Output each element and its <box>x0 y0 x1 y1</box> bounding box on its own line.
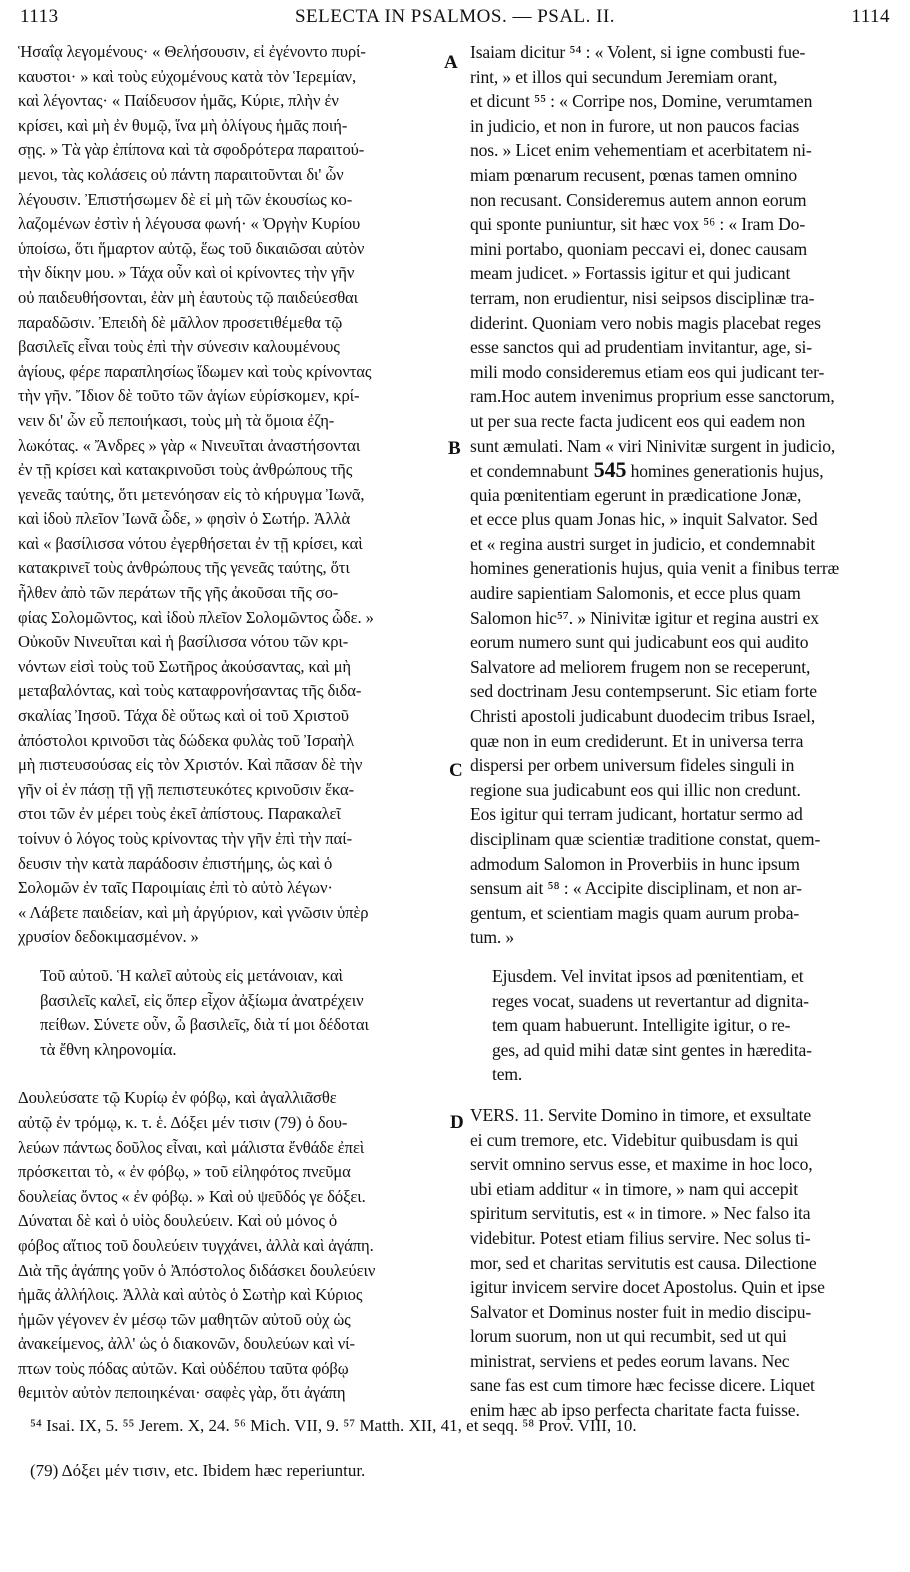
text-line: diderint. Quoniam vero nobis magis placebat reges <box>470 312 821 333</box>
text-line: Τοῦ αὐτοῦ. Ἡ καλεῖ αὐτοὺς εἰς μετάνοιαν, καὶ <box>40 965 343 985</box>
text-line: τὴν γῆν. Ἴδιον δὲ τοῦτο τῶν ἁγίων εὑρίσκομεν, κρί- <box>18 386 360 406</box>
text-line: πείθων. Σύνετε οὖν, ὦ βασιλεῖς, διὰ τί μοι δέδοται <box>40 1015 369 1035</box>
text-line: mor, sed et charitas servitutis est causa. Dilectione <box>470 1252 817 1273</box>
text-line: servit omnino servus esse, et maxime in hoc loco, <box>470 1154 813 1175</box>
text-line: τοίνυν ὁ λόγος τοὺς κρίνοντας τὴν γῆν ἐπὶ τὴν παί- <box>18 829 353 848</box>
text-line: νόντων εἰσὶ τοὺς τοῦ Σωτῆρος ἀκούσαντας, καὶ μὴ <box>18 656 351 676</box>
text-line: et « regina austri surget in judicio, et condemnabit <box>470 533 816 554</box>
footnote-references: ⁵⁴ Isai. IX, 5. ⁵⁵ Jerem. X, 24. ⁵⁶ Mich. VII, 9. ⁵⁷ Matth. XII, 41, et seqq. ⁵⁸ Prov. VIII, 10. <box>30 1416 637 1435</box>
text-line: Ejusdem. Vel invitat ipsos ad pœnitentiam, et <box>492 965 804 986</box>
footnote-79: (79) Δόξει μέν τισιν, etc. Ibidem hæc reperiuntur. <box>30 1461 366 1480</box>
text-line: quia pœnitentiam egerunt in prædicatione Jonæ, <box>470 484 802 505</box>
text-line: lorum suorum, non ut qui recumbit, sed ut qui <box>470 1326 787 1347</box>
text-line: tem quam habuerunt. Intelligite igitur, o re- <box>492 1015 791 1036</box>
text-line: ei cum tremore, etc. Videbitur quibusdam is qui <box>470 1129 799 1150</box>
text-line: mili modo consideremus etiam eos qui judicant ter- <box>470 361 825 382</box>
text-line: rint, » et illos qui secundum Jeremiam orant, <box>470 66 778 87</box>
latin-paragraph-2 <box>470 964 894 1087</box>
line-lead: et condemnabunt <box>470 461 589 482</box>
text-line: dispersi per orbem universum fideles singuli in <box>470 755 795 776</box>
text-line: mini portabo, quoniam peccavi ei, donec causam <box>470 238 808 259</box>
text-line: homines generationis hujus, quia venit a finibus terræ <box>470 558 840 579</box>
text-line: σῃς. » Τὰ γὰρ ἐπίπονα καὶ τὰ σφοδρότερα παραιτού- <box>18 140 365 160</box>
text-line: sane fas est cum timore hæc fecisse dicere. Liquet <box>470 1375 815 1396</box>
text-line: ἀπόστολοι κρινοῦσι τὰς δώδεκα φυλὰς τοῦ Ἰσραὴλ <box>18 730 355 750</box>
text-line: Ἡσαΐᾳ λεγομένους· « Θελήσουσιν, εἰ ἐγένοντο πυρί- <box>18 42 366 61</box>
text-line: γενεᾶς ταύτης, ὅτι μετενόησαν εἰς τὸ κήρυγμα Ἰωνᾶ, <box>18 484 365 504</box>
text-line: παραδῶσιν. Ἐπειδὴ δὲ μᾶλλον προσετιθέμεθα τῷ <box>18 312 343 332</box>
text-line: γῆν οἱ ἐν πάσῃ τῇ γῇ πεπιστευκότες κρινοῦσιν ἕκα- <box>18 779 355 799</box>
text-line: φίας Σολομῶντος, καὶ ἰδοὺ πλεῖον Σολομῶντος ὧδε. » <box>18 607 374 627</box>
right-page-number: 1114 <box>851 6 890 27</box>
text-line: πτων τοὺς πόδας αὐτῶν. Καὶ οὐδέπου ταῦτα φόβῳ <box>18 1358 349 1378</box>
text-line: tum. » <box>470 927 515 948</box>
text-line: nos. » Licet enim vehementiam et acerbitatem ni- <box>470 140 812 161</box>
running-title: SELECTA IN PSALMOS. — PSAL. II. <box>294 6 616 27</box>
text-line: miam pœnarum recusent, pœnas tamen omnino <box>470 164 798 185</box>
text-line: Isaiam dicitur ⁵⁴ : « Volent, si igne combusti fue- <box>470 42 806 62</box>
text-line: μεταβαλόντας, καὶ τοὺς καταφρονήσαντας τῆς διδα- <box>18 681 362 701</box>
text-line: tem. <box>492 1064 523 1085</box>
text-line: gentum, et scientiam magis quam aurum proba- <box>470 902 800 923</box>
text-line: Δουλεύσατε τῷ Κυρίῳ ἐν φόβῳ, καὶ ἀγαλλιᾶσθε <box>18 1088 337 1108</box>
text-line: sunt æmulati. Nam « viri Ninivitæ surgent in judicio, <box>470 435 836 456</box>
text-line: οὐ παιδευθήσονται, ἐὰν μὴ ἑαυτοὺς τῷ παιδεύεσθαι <box>18 287 359 307</box>
text-line: ἁγίους, φέρε παραπλησίως ἴδωμεν καὶ τοὺς κρίνοντας <box>18 361 372 381</box>
left-page-number: 1113 <box>20 6 59 27</box>
text-line: spiritum servitutis, est « in timore. » Nec falso ita <box>470 1203 811 1224</box>
text-line <box>470 458 894 483</box>
margin-letter-c: C <box>449 760 463 781</box>
text-line: τὴν δίκην μου. » Τάχα οὖν καὶ οἱ κρίνοντες τὴν γῆν <box>18 263 355 283</box>
greek-paragraph-3 <box>18 1086 452 1406</box>
text-line: Salvatore ad meliorem frugem non se receperunt, <box>470 656 811 677</box>
text-line: ut per sua recte facta judicent eos qui eadem non <box>470 410 806 431</box>
text-line: ὑποίσω, ὅτι ἥμαρτον αὐτῷ, ἕως τοῦ δικαιῶσαι αὐτὸν <box>18 238 365 258</box>
text-line: ges, ad quid mihi datæ sint gentes in hæredita- <box>492 1039 812 1060</box>
latin-paragraph-3 <box>470 1103 894 1423</box>
text-line: στοι τῶν ἐν μέρει τοὺς ἐκεῖ ἀπίστους. Παρακαλεῖ <box>18 804 341 824</box>
text-line: ram.Hoc autem invenimus proprium esse sanctorum, <box>470 386 835 407</box>
text-line: meam judicet. » Fortassis igitur et qui judicant <box>470 263 791 284</box>
text-line: disciplinam quæ scientiæ traditione constat, quem- <box>470 829 821 849</box>
greek-column <box>18 40 452 1406</box>
text-line: ministrat, serviens et pedes eorum lavans. Nec <box>470 1350 790 1371</box>
text-line: in judicio, et non in furore, ut non paucos facias <box>470 115 800 136</box>
greek-paragraph-1 <box>18 40 452 950</box>
text-line: enim hæc ab ipso perfecta charitate facta fuisse. <box>470 1400 800 1421</box>
text-line: Eos igitur qui terram judicant, hortatur sermo ad <box>470 804 803 825</box>
text-line: ἐν τῇ κρίσει καὶ κατακρινοῦσι τοὺς ἀνθρώπους τῆς <box>18 460 353 480</box>
text-line: ἀνακείμενος, ἀλλ' ὡς ὁ διακονῶν, δουλεύων καὶ νί- <box>18 1334 355 1354</box>
text-line: et dicunt ⁵⁵ : « Corripe nos, Domine, verumtamen <box>470 91 813 112</box>
text-line: μὴ πιστευσούσας εἰς τὸν Χριστόν. Καὶ πᾶσαν δὲ τὴν <box>18 755 363 775</box>
text-line: Σολομῶν ἐν ταῖς Παροιμίαις ἐπὶ τὸ αὐτὸ λέγων· <box>18 878 333 898</box>
text-line: λαζομένων ἐστὶν ἡ λέγουσα φωνή· « Ὀργὴν Κυρίου <box>18 214 361 234</box>
text-line: ἦλθεν ἀπὸ τῶν περάτων τῆς γῆς ἀκοῦσαι τῆς σο- <box>18 583 339 603</box>
text-line: αὐτῷ ἐν τρόμῳ, κ. τ. ἑ. Δόξει μέν τισιν (79) ὁ δου- <box>18 1112 348 1132</box>
text-line: σκαλίας Ἰησοῦ. Τάχα δὲ οὕτως καὶ οἱ τοῦ Χριστοῦ <box>18 706 349 726</box>
text-line: κατακρινεῖ τοὺς ἀνθρώπους τῆς γενεᾶς ταύτης, ὅτι <box>18 558 350 578</box>
text-line: terram, non erudientur, nisi seipsos disciplinæ tra- <box>470 287 815 308</box>
text-line: θεμιτὸν αὐτὸν πεποιηκέναι· σαφὲς γὰρ, ὅτι ἀγάπη <box>18 1383 346 1403</box>
text-line: « Λάβετε παιδείαν, καὶ μὴ ἀργύριον, καὶ γνῶσιν ὑπὲρ <box>18 902 369 922</box>
text-line: Διὰ τῆς ἀγάπης γοῦν ὁ Ἀπόστολος διδάσκει δουλεύειν <box>18 1260 376 1280</box>
text-line: Salomon hic⁵⁷. » Ninivitæ igitur et regina austri ex <box>470 607 819 628</box>
text-line: νειν δι' ὧν εὖ πεποιήκασι, τοὺς μὴ τὰ ὅμοια ἐζη- <box>18 410 335 430</box>
text-line: ubi etiam additur « in timore, » nam qui accepit <box>470 1178 798 1199</box>
text-line: καὶ « βασίλισσα νότου ἐγερθήσεται ἐν τῇ κρίσει, καὶ <box>18 533 363 553</box>
text-line: igitur invicem servire docet Apostolus. Quin et ipse <box>470 1277 825 1298</box>
text-line: λωκότας. « Ἄνδρες » γὰρ « Νινευῖται ἀναστήσονται <box>18 435 361 455</box>
text-line: eorum numero sunt qui judicabunt eos qui audito <box>470 632 809 653</box>
text-line: ἡμῶν γέγονεν ἐν μέσῳ τῶν μαθητῶν αὐτοῦ οὐχ ὡς <box>18 1309 351 1329</box>
text-line: τὰ ἔθνη κληρονομία. <box>40 1039 177 1059</box>
text-line: audire sapientiam Salomonis, et ecce plus quam <box>470 583 801 604</box>
text-line: sensum ait ⁵⁸ : « Accipite disciplinam, et non ar- <box>470 878 802 899</box>
margin-letter-a: A <box>444 52 458 73</box>
text-line: χρυσίον δεδοκιμασμένον. » <box>18 927 199 947</box>
text-line: λέγουσιν. Ἐπιστήσωμεν δὲ εἰ μὴ τῶν ἑκουσίως κο- <box>18 189 353 209</box>
text-line: VERS. 11. Servite Domino in timore, et exsultate <box>470 1104 812 1125</box>
text-line: Salvator et Dominus noster fuit in medio discipu- <box>470 1301 812 1322</box>
text-line: esse sanctos qui ad prudentiam invitantur, age, si- <box>470 337 812 358</box>
margin-letter-b: B <box>448 438 461 459</box>
text-line: ἡμᾶς ἀλλήλοις. Ἀλλὰ καὶ αὐτὸς ὁ Σωτὴρ καὶ Κύριος <box>18 1285 363 1305</box>
line-continuation: homines generationis hujus, <box>626 461 824 482</box>
text-line: Christi apostoli judicabunt duodecim tribus Israel, <box>470 706 816 727</box>
text-line: et ecce plus quam Jonas hic, » inquit Salvator. Sed <box>470 509 818 530</box>
text-line: videbitur. Potest etiam filius servire. Nec solus ti- <box>470 1227 811 1248</box>
text-line: λεύων πάντως δοῦλος εἶναι, καὶ μάλιστα ἔνθάδε ἐπεὶ <box>18 1137 365 1157</box>
text-line: καὶ λέγοντας· « Παίδευσον ἡμᾶς, Κύριε, πλὴν ἐν <box>18 91 339 111</box>
text-line: regione sua judicabunt eos qui illic non credunt. <box>470 779 801 800</box>
page-marker: 545 <box>588 458 627 483</box>
text-line: qui sponte puniuntur, sit hæc vox ⁵⁶ : « Iram Do- <box>470 214 806 235</box>
text-line: βασιλεῖς καλεῖ, εἰς ὅπερ εἶχον ἀξίωμα ἀνατρέχειν <box>40 990 364 1010</box>
text-line: Οὐκοῦν Νινευῖται καὶ ἡ βασίλισσα νότου τῶν κρι- <box>18 632 349 652</box>
text-line: μενοι, τὰς κολάσεις οὐ πάντη παραιτοῦνται δι' ὧν <box>18 164 344 184</box>
text-line: reges vocat, suadens ut revertantur ad dignita- <box>492 990 809 1011</box>
margin-letter-d: D <box>450 1112 464 1133</box>
text-line: φόβος αἴτιος τοῦ δουλεύειν τυγχάνει, ἀλλὰ καὶ ἀγάπη. <box>18 1235 374 1255</box>
text-line: admodum Salomon in Proverbiis in hunc ipsum <box>470 853 800 874</box>
greek-paragraph-2 <box>18 964 452 1062</box>
text-line: δευσιν τὴν κατὰ παράδοσιν ἐπιστήμης, ὡς καὶ ὁ <box>18 853 333 873</box>
text-line: κρίσει, καὶ μὴ ἐν θυμῷ, ἵνα μὴ ὀλίγους ἡμᾶς ποιή- <box>18 115 348 135</box>
text-line: καὶ ἰδοὺ πλεῖον Ἰωνᾶ ὧδε, » φησὶν ὁ Σωτήρ. Ἀλλὰ <box>18 509 351 529</box>
text-line: non recusant. Consideremus autem annon eorum <box>470 189 807 210</box>
text-line: sed doctrinam Jesu contempserunt. Sic etiam forte <box>470 681 817 702</box>
text-line: βασιλεῖς εἶναι τοὺς ἐπὶ τὴν σύνεσιν καλουμένους <box>18 337 340 357</box>
text-line: δουλείας ὄντος « ἐν φόβῳ. » Καὶ οὐ ψεῦδός γε δόξει. <box>18 1186 366 1206</box>
running-header <box>20 6 890 34</box>
latin-paragraph-1 <box>470 40 894 950</box>
text-line: πρόσκειται τὸ, « ἐν φόβῳ, » τοῦ εἰληφότος πνεῦμα <box>18 1162 351 1182</box>
latin-column <box>470 40 894 1423</box>
text-line: καυστοι· » καὶ τοὺς εὐχομένους κατὰ τὸν Ἱερεμίαν, <box>18 66 356 86</box>
text-line: quæ non in eum crediderunt. Et in universa terra <box>470 730 804 751</box>
text-line: Δύναται δὲ καὶ ὁ υἱὸς δουλεύειν. Καὶ οὐ μόνος ὁ <box>18 1211 338 1231</box>
